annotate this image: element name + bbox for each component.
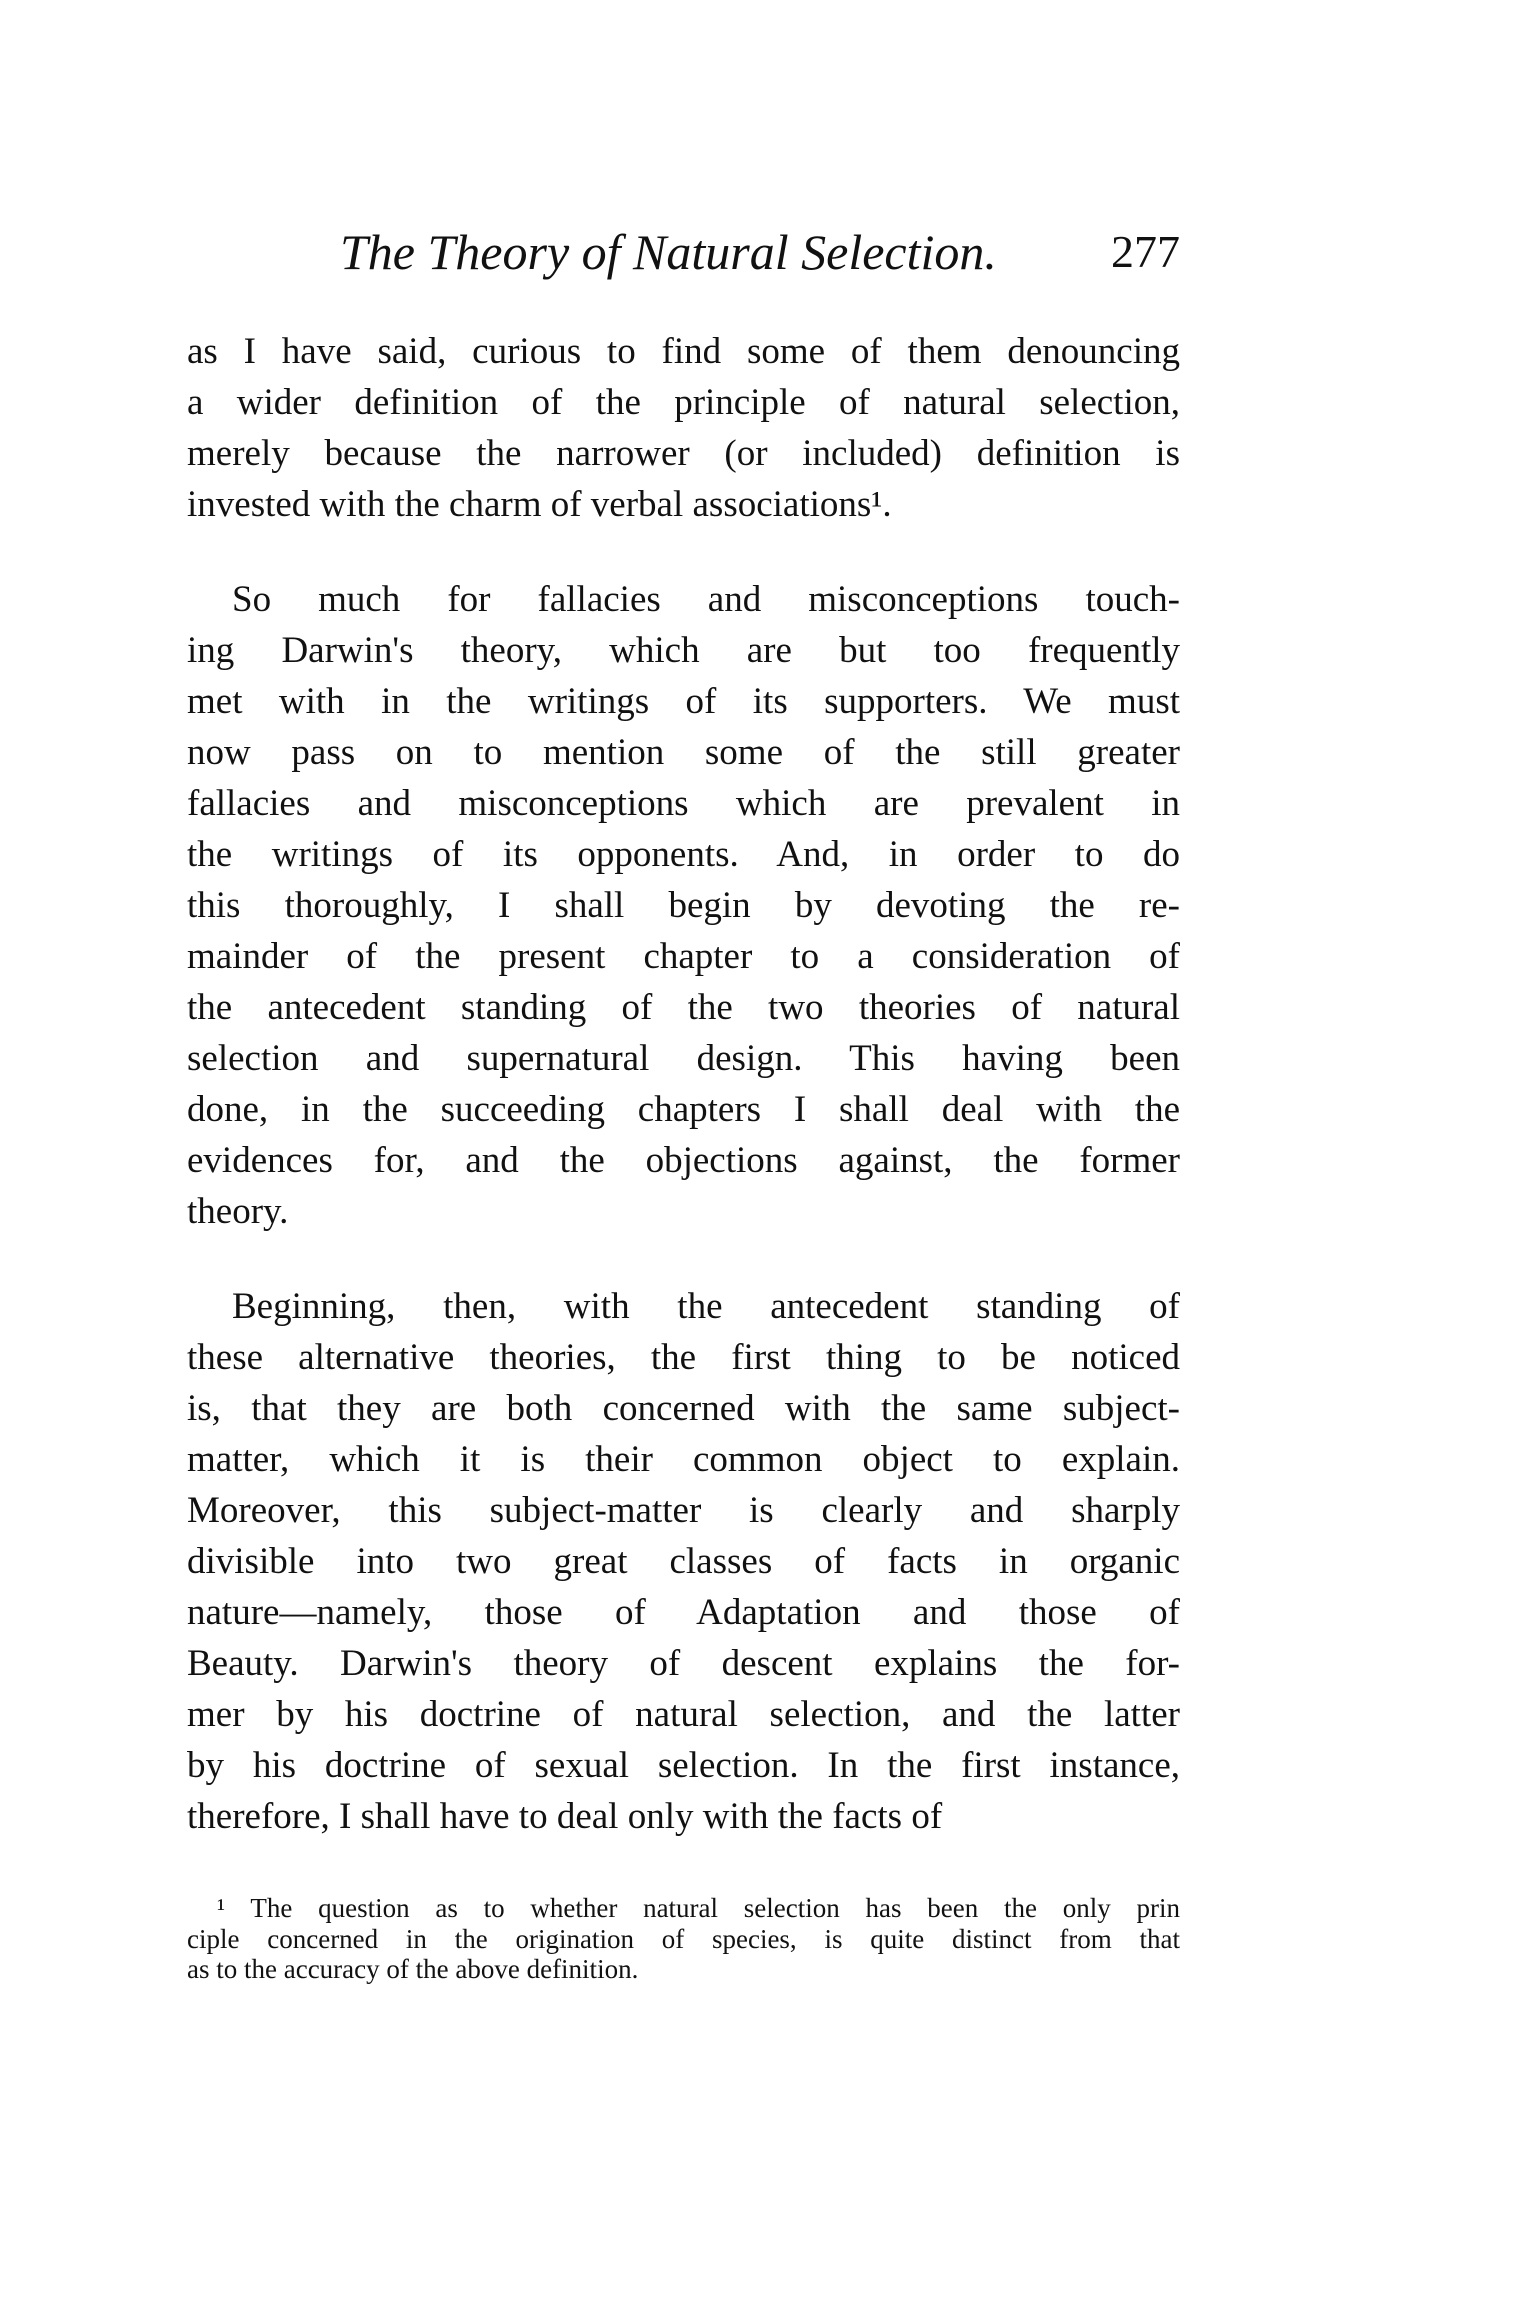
paragraph: [187, 326, 1180, 530]
text-line: fallacies and misconceptions which are prevalent in: [187, 783, 1180, 824]
text-line: met with in the writings of its supporters. We must: [187, 681, 1180, 722]
text-line: therefore, I shall have to deal only with the facts of: [187, 1796, 943, 1837]
text-line: a wider definition of the principle of natural selection,: [187, 382, 1180, 423]
text-line: is, that they are both concerned with the same subject-: [187, 1388, 1180, 1429]
text-line: Beginning, then, with the antecedent standing of: [232, 1286, 1180, 1327]
paragraph: [187, 1281, 1180, 1842]
text-line: selection and supernatural design. This having been: [187, 1038, 1180, 1079]
footnote-line: as to the accuracy of the above definition.: [187, 1954, 639, 1984]
page-number: 277: [1111, 226, 1180, 277]
text-line: by his doctrine of sexual selection. In the first instance,: [187, 1745, 1180, 1786]
text-line: So much for fallacies and misconceptions touch-: [232, 579, 1180, 620]
text-line: divisible into two great classes of facts in organic: [187, 1541, 1180, 1582]
text-line: as I have said, curious to find some of them denouncing: [187, 331, 1180, 372]
text-line: now pass on to mention some of the still greater: [187, 732, 1180, 773]
text-line: invested with the charm of verbal associations¹.: [187, 484, 892, 525]
footnote-line: ¹ The question as to whether natural selection has been the only prin: [217, 1893, 1180, 1923]
text-line: done, in the succeeding chapters I shall deal with the: [187, 1089, 1180, 1130]
text-line: merely because the narrower (or included) definition is: [187, 433, 1180, 474]
running-title: The Theory of Natural Selection.: [340, 224, 997, 280]
text-line: ing Darwin's theory, which are but too frequently: [187, 630, 1180, 671]
body-text: [187, 326, 1180, 1886]
footnote-line: ciple concerned in the origination of species, is quite distinct from that: [187, 1923, 1180, 1954]
text-line: mainder of the present chapter to a consideration of: [187, 936, 1180, 977]
text-line: Beauty. Darwin's theory of descent explains the for-: [187, 1643, 1180, 1684]
running-header: [340, 222, 1180, 282]
text-line: mer by his doctrine of natural selection, and the latter: [187, 1694, 1180, 1735]
footnote: [187, 1893, 1180, 1985]
text-line: the writings of its opponents. And, in order to do: [187, 834, 1180, 875]
text-line: nature—namely, those of Adaptation and those of: [187, 1592, 1180, 1633]
text-line: matter, which it is their common object to explain.: [187, 1439, 1180, 1480]
text-line: this thoroughly, I shall begin by devoting the re-: [187, 885, 1180, 926]
paragraph: [187, 574, 1180, 1237]
text-line: these alternative theories, the first thing to be noticed: [187, 1337, 1180, 1378]
text-line: evidences for, and the objections against, the former: [187, 1140, 1180, 1181]
text-line: Moreover, this subject-matter is clearly and sharply: [187, 1490, 1180, 1531]
text-line: the antecedent standing of the two theories of natural: [187, 987, 1180, 1028]
text-line: theory.: [187, 1191, 289, 1232]
